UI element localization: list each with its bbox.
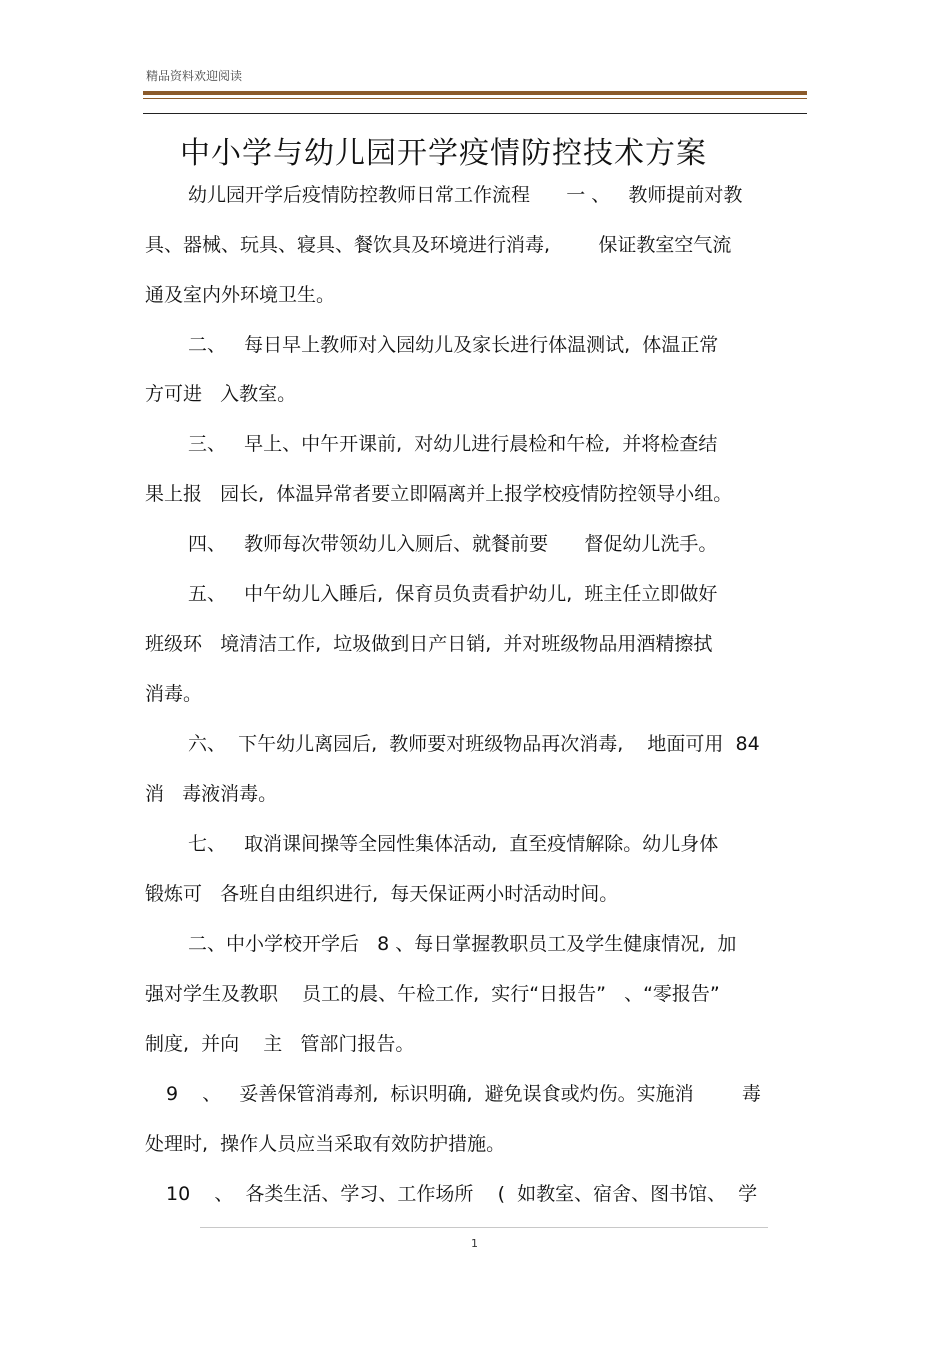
body-line: 四、 教师每次带领幼儿入厕后、就餐前要 督促幼儿洗手。 (188, 533, 718, 555)
body-line: 五、 中午幼儿入睡后, 保育员负责看护幼儿, 班主任立即做好 (188, 583, 718, 605)
footer-rule (200, 1227, 768, 1228)
body-line: 消 毒液消毒。 (145, 783, 278, 805)
document-title: 中小学与幼儿园开学疫情防控技术方案 (180, 136, 707, 171)
header-rule-black (143, 113, 807, 114)
header-rule-thin (143, 98, 807, 99)
header-rule-thick (143, 91, 807, 95)
body-line: 三、 早上、中午开课前, 对幼儿进行晨检和午检, 并将检查结 (188, 433, 718, 455)
body-line: 制度, 并向 主 管部门报告。 (145, 1033, 415, 1055)
body-line: 强对学生及教职 员工的晨、午检工作, 实行“日报告” 、“零报告” (145, 983, 720, 1005)
page-header-text: 精品资料欢迎阅读 (146, 69, 243, 83)
body-line: 六、 下午幼儿离园后, 教师要对班级物品再次消毒, 地面可用 84 (188, 733, 760, 755)
body-line: 班级环 境清洁工作, 垃圾做到日产日销, 并对班级物品用酒精擦拭 (145, 633, 713, 655)
page-number: 1 (471, 1237, 478, 1250)
body-line: 通及室内外环境卫生。 (145, 284, 336, 306)
body-line: 9 、 妥善保管消毒剂, 标识明确, 避免误食或灼伤。实施消 毒 (166, 1083, 761, 1105)
body-line: 锻炼可 各班自由组织进行, 每天保证两小时活动时间。 (145, 883, 619, 905)
body-line: 方可进 入教室。 (145, 383, 297, 405)
body-line: 幼儿园开学后疫情防控教师日常工作流程 一 、 教师提前对教 (188, 184, 743, 206)
body-line: 二、 每日早上教师对入园幼儿及家长进行体温测试, 体温正常 (188, 334, 719, 356)
body-line: 七、 取消课间操等全园性集体活动, 直至疫情解除。幼儿身体 (188, 833, 719, 855)
body-line: 消毒。 (145, 683, 203, 705)
body-line: 处理时, 操作人员应当采取有效防护措施。 (145, 1133, 506, 1155)
body-line: 具、器械、玩具、寝具、餐饮具及环境进行消毒, 保证教室空气流 (145, 234, 732, 256)
body-line: 二、中小学校开学后 8 、每日掌握教职员工及学生健康情况, 加 (188, 933, 737, 955)
body-line: 10 、 各类生活、学习、工作场所 ( 如教室、宿舍、图书馆、 学 (166, 1183, 758, 1205)
body-line: 果上报 园长, 体温异常者要立即隔离并上报学校疫情防控领导小组。 (145, 483, 733, 505)
